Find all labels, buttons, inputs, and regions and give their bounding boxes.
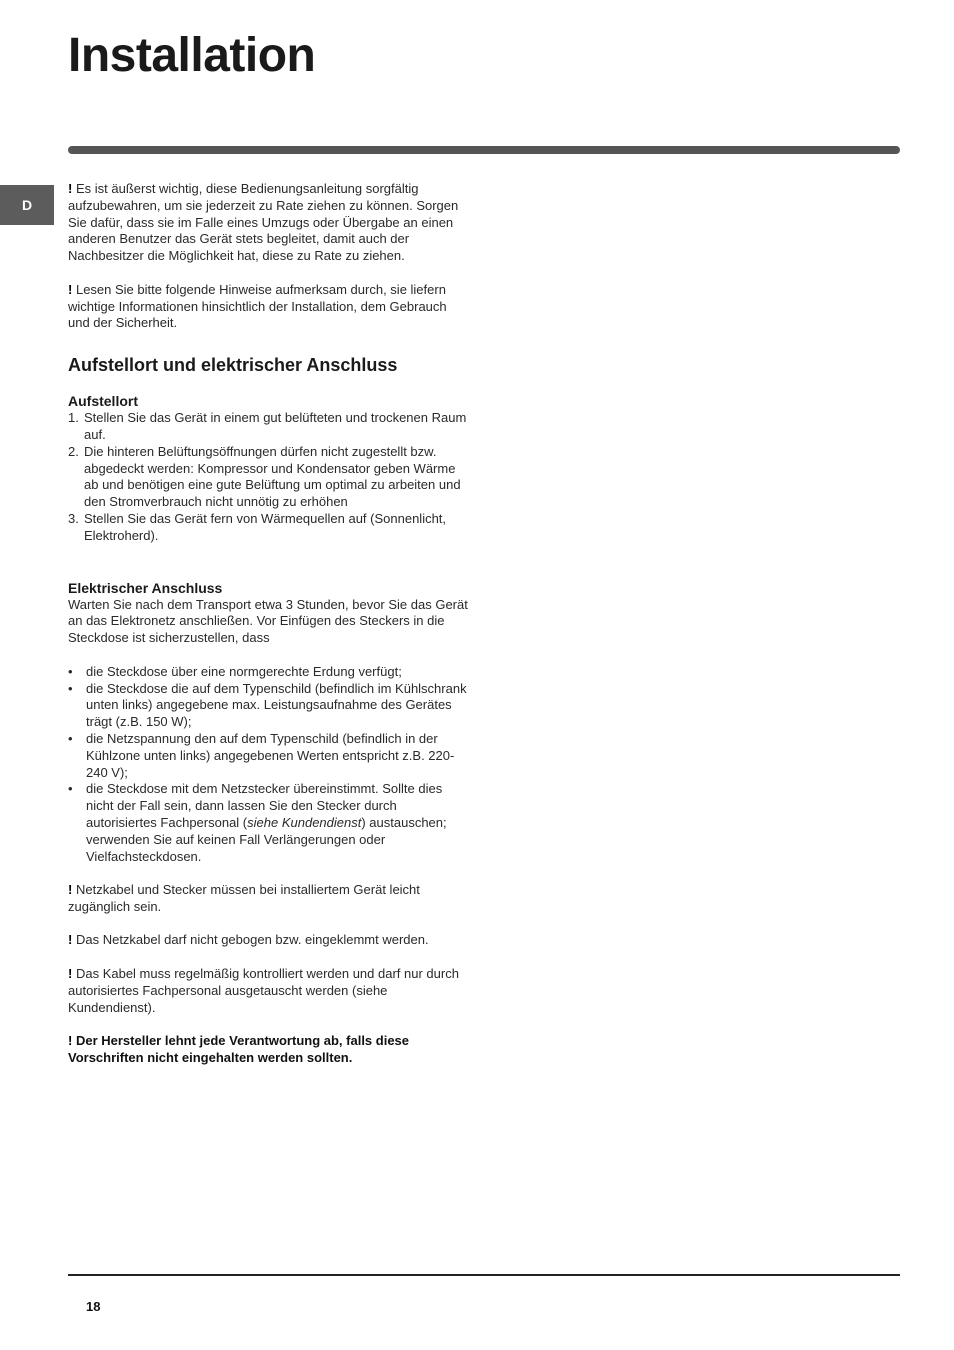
list-item: 2. Die hinteren Belüftungsöffnungen dürfen nicht zugestellt bzw. abgedeckt werden: Kompressor und Kondensator geben Wärme ab und benötigen eine gute Belüftung um optimal zu arbeiten und den Stromverbrauch nicht unnötig zu erhöhen — [68, 443, 461, 510]
anschluss-bullet-list — [68, 664, 468, 866]
list-item: • die Steckdose die auf dem Typenschild (befindlich im Kühlschrank unten links) angegebene max. Leistungsaufnahme des Gerätes trägt (z.B. 150 W); — [68, 680, 467, 730]
bullet-icon: • — [68, 663, 73, 679]
list-item: • die Steckdose über eine normgerechte Erdung verfügt; — [68, 663, 402, 679]
exclamation-icon: ! — [68, 932, 73, 948]
bullet-icon: • — [68, 680, 73, 696]
header-divider — [68, 146, 900, 154]
list-item: • die Steckdose mit dem Netzstecker übereinstimmt. Sollte dies nicht der Fall sein, dann lassen Sie den Stecker durch autorisiertes Fachpersonal (siehe Kundendienst) austauschen; verwenden Sie auf keinen Fall Verlängerungen oder Vielfachsteckdosen. — [68, 781, 447, 864]
footer-divider — [68, 1274, 900, 1276]
note-kabel-kontrolle: ! Das Kabel muss regelmäßig kontrolliert werden und darf nur durch autorisiertes Fachpersonal ausgetauscht werden (siehe Kundendienst). — [68, 966, 459, 1015]
list-item: • die Netzspannung den auf dem Typenschild (befindlich in der Kühlzone unten links) angegebenen Werten entspricht z.B. 220-240 V); — [68, 730, 455, 780]
page-title: Installation — [68, 29, 316, 82]
aufstellort-list — [68, 410, 468, 544]
note-kabel-gebogen: ! Das Netzkabel darf nicht gebogen bzw. eingeklemmt werden. — [68, 932, 429, 948]
cross-reference: siehe Kundendienst — [247, 814, 362, 830]
bullet-icon: • — [68, 730, 73, 746]
note-kabel-zugaenglich: ! Netzkabel und Stecker müssen bei installiertem Gerät leicht zugänglich sein. — [68, 882, 420, 914]
bullet-icon: • — [68, 781, 73, 797]
intro-note-2: ! Lesen Sie bitte folgende Hinweise aufmerksam durch, sie liefern wichtige Informationen hinsichtlich der Installation, dem Gebrauch und der Sicherheit. — [68, 281, 447, 331]
anschluss-intro: Warten Sie nach dem Transport etwa 3 Stunden, bevor Sie das Gerät an das Elektronetz anschließen. Vor Einfügen des Steckers in die Steckdose ist sicherzustellen, dass — [68, 596, 468, 646]
subheading-aufstellort: Aufstellort — [68, 393, 138, 410]
exclamation-icon: ! — [68, 882, 73, 898]
exclamation-icon: ! — [68, 281, 73, 297]
list-item: 3. Stellen Sie das Gerät fern von Wärmequellen auf (Sonnenlicht, Elektroherd). — [68, 510, 447, 543]
subheading-elektrischer-anschluss: Elektrischer Anschluss — [68, 579, 223, 596]
section-title: Aufstellort und elektrischer Anschluss — [68, 355, 398, 376]
exclamation-icon: ! — [68, 966, 73, 982]
note-hersteller: ! Der Hersteller lehnt jede Verantwortung ab, falls diese Vorschriften nicht eingehalten werden sollten. — [68, 1033, 410, 1066]
exclamation-icon: ! — [68, 181, 73, 196]
list-item: 1. Stellen Sie das Gerät in einem gut belüfteten und trockenen Raum auf. — [68, 410, 467, 442]
page-number: 18 — [86, 1299, 101, 1314]
language-tab: D — [0, 185, 54, 225]
exclamation-icon: ! — [68, 1033, 73, 1049]
main-content — [68, 181, 468, 1067]
intro-note-1: ! Es ist äußerst wichtig, diese Bedienungsanleitung sorgfältig aufzubewahren, um sie jederzeit zu Rate ziehen zu können. Sorgen Sie dafür, dass sie im Falle eines Umzugs oder Übergabe an einen anderen Benutzer das Gerät stets begleitet, damit auch der Nachbesitzer die Möglichkeit hat, diese zu Rate zu ziehen. — [68, 181, 459, 264]
